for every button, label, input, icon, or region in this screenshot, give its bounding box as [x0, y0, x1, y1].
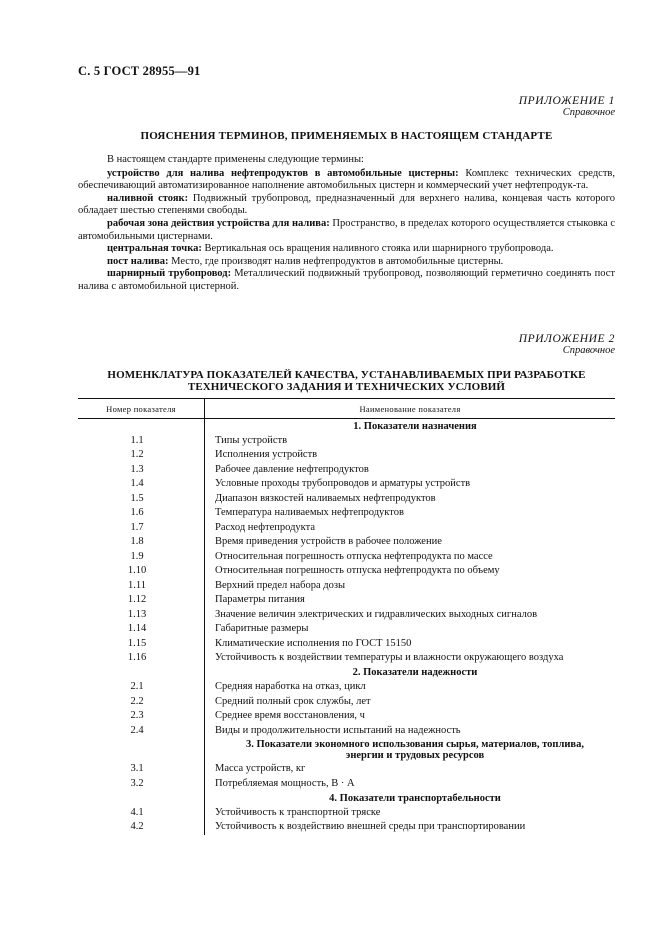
term-paragraph [78, 256, 615, 269]
section-title-cell [205, 791, 616, 806]
indicator-number: 3.2 [78, 777, 205, 792]
terms-section-title: ПОЯСНЕНИЯ ТЕРМИНОВ, ПРИМЕНЯЕМЫХ В НАСТОЯЩЕМ СТАНДАРТЕ [140, 130, 553, 142]
table-row [78, 709, 615, 724]
indicator-name: Климатические исполнения по ГОСТ 15150 [215, 637, 412, 649]
indicator-name: Устойчивость к воздействию внешней среды при транспортировании [215, 821, 526, 832]
term-definition: Комплекс технических средств, обеспечивающий автоматизированное наполнение автомобильных цистерн и коммерческий учет нефтепродук-та. [78, 167, 615, 192]
appendix-2-title: ПРИЛОЖЕНИЕ 2 [518, 333, 615, 345]
table-row [78, 680, 615, 695]
term-paragraph [78, 268, 615, 293]
section-title: 4. Показатели транспортабельности [329, 792, 501, 804]
table-row [78, 535, 615, 550]
table-body [78, 419, 615, 835]
appendix-1-label [519, 95, 615, 119]
indicator-number: 1.5 [78, 492, 205, 507]
indicator-number: 1.2 [78, 448, 205, 463]
indicator-name: Расход нефтепродукта [215, 521, 315, 533]
section-number-cell [78, 791, 205, 806]
term-paragraph [78, 193, 615, 218]
indicator-number: 1.9 [78, 550, 205, 565]
column-header-number: Номер показателя [78, 399, 205, 419]
indicator-number: 1.12 [78, 593, 205, 608]
indicator-number: 1.8 [78, 535, 205, 550]
indicator-number: 1.3 [78, 463, 205, 478]
term-paragraph [78, 168, 615, 193]
indicator-name: Диапазон вязкостей наливаемых нефтепродуктов [215, 492, 436, 504]
table-row [78, 550, 615, 565]
section-title-cell [205, 738, 616, 762]
indicator-name: Виды и продолжительности испытаний на надежность [215, 724, 461, 736]
indicator-number: 2.2 [78, 695, 205, 710]
indicator-name: Верхний предел набора дозы [215, 579, 346, 591]
table-row [78, 651, 615, 666]
table-row [78, 622, 615, 637]
table-section-row [78, 791, 615, 806]
nomenclature-section-title [78, 369, 615, 393]
indicator-name: Средний полный срок службы, лет [215, 695, 371, 707]
indicator-number: 1.4 [78, 477, 205, 492]
section-title: 2. Показатели надежности [352, 667, 478, 679]
term-definition: Вертикальная ось вращения наливного стояка или шарнирного трубопровода. [201, 243, 554, 255]
indicator-number: 1.7 [78, 521, 205, 536]
table-row [78, 777, 615, 792]
quality-indicators-table [78, 398, 615, 835]
term-definition: Подвижный трубопровод, предназначенный для верхнего налива, концевая часть которого обладает шестью степенями свободы. [78, 192, 615, 217]
table-row [78, 434, 615, 449]
appendix-1-title: ПРИЛОЖЕНИЕ 1 [518, 95, 615, 107]
table-section-row [78, 419, 615, 434]
table-header-row [78, 399, 615, 419]
indicator-number: 1.13 [78, 608, 205, 623]
indicator-name: Масса устройств, кг [215, 763, 306, 774]
section-title: 1. Показатели назначения [353, 420, 477, 432]
indicator-number: 1.10 [78, 564, 205, 579]
term-definition: Место, где производят налив нефтепродуктов в автомобильные цистерны. [168, 255, 504, 267]
section-number-cell [78, 419, 205, 434]
section-number-cell [78, 666, 205, 681]
table-row [78, 695, 615, 710]
table-row [78, 820, 615, 835]
indicator-name: Среднее время восстановления, ч [215, 710, 365, 721]
table-section-row [78, 738, 615, 762]
indicator-number: 2.3 [78, 709, 205, 724]
page-header: С. 5 ГОСТ 28955—91 [78, 64, 201, 78]
term-definition: Пространство, в пределах которого осуществляется стыковка с автомобильными цистернами. [78, 217, 615, 242]
indicator-number: 1.15 [78, 637, 205, 652]
indicator-name: Относительная погрешность отпуска нефтепродукта по объему [215, 565, 500, 576]
column-header-name: Наименование показателя [205, 399, 616, 419]
indicator-name: Исполнения устройств [215, 449, 318, 460]
indicator-number: 2.4 [78, 724, 205, 739]
term-name: устройство для налива нефтепродуктов в автомобильные цистерны: [107, 167, 459, 179]
table-row [78, 762, 615, 777]
table-row [78, 564, 615, 579]
nomenclature-title-line-2: ТЕХНИЧЕСКОГО ЗАДАНИЯ И ТЕХНИЧЕСКИХ УСЛОВИЙ [187, 381, 506, 393]
indicator-name: Параметры питания [215, 594, 305, 605]
indicator-number: 4.2 [78, 820, 205, 835]
indicator-number: 1.11 [78, 579, 205, 594]
term-definition: Металлический подвижный трубопровод, позволяющий герметично соединять пост налива с автомобильной цистерной. [78, 268, 615, 292]
table-row [78, 477, 615, 492]
table-row [78, 463, 615, 478]
indicator-number: 1.16 [78, 651, 205, 666]
indicator-name: Типы устройств [215, 434, 288, 446]
indicator-number: 4.1 [78, 806, 205, 821]
table-row [78, 637, 615, 652]
appendix-1-subtitle: Справочное [562, 107, 615, 118]
indicator-name: Время приведения устройств в рабочее положение [215, 536, 442, 547]
indicator-name: Устойчивость к воздействии температуры и влажности окружающего воздуха [215, 652, 564, 663]
table-row [78, 608, 615, 623]
section-title-continued: энергии и трудовых ресурсов [345, 750, 485, 761]
term-name: центральная точка: [107, 243, 202, 255]
table-section-row [78, 666, 615, 681]
term-paragraph [78, 243, 615, 256]
term-paragraph [78, 218, 615, 243]
section-title: 3. Показатели экономного использования сырья, материалов, топлива, [246, 739, 584, 750]
indicator-name: Температура наливаемых нефтепродуктов [215, 507, 404, 518]
table-row [78, 521, 615, 536]
appendix-2-label [519, 333, 615, 357]
section-title-cell [205, 666, 616, 681]
indicator-name: Условные проходы трубопроводов и арматуры устройств [215, 478, 471, 489]
table-row [78, 506, 615, 521]
term-name: наливной стояк: [107, 192, 189, 204]
term-name: пост налива: [107, 255, 169, 267]
table-row [78, 492, 615, 507]
term-name: рабочая зона действия устройства для налива: [107, 217, 330, 229]
table-row [78, 448, 615, 463]
table-row [78, 593, 615, 608]
table-row [78, 579, 615, 594]
indicator-name: Средняя наработка на отказ, цикл [215, 681, 366, 692]
indicator-name: Габаритные размеры [215, 623, 309, 634]
nomenclature-title-line-1: НОМЕНКЛАТУРА ПОКАЗАТЕЛЕЙ КАЧЕСТВА, УСТАНАВЛИВАЕМЫХ ПРИ РАЗРАБОТКЕ [107, 369, 586, 381]
indicator-name: Рабочее давление нефтепродуктов [215, 463, 369, 475]
indicator-number: 1.1 [78, 434, 205, 449]
indicator-name: Устойчивость к транспортной тряске [215, 806, 381, 818]
section-number-cell [78, 738, 205, 762]
indicator-number: 2.1 [78, 680, 205, 695]
term-name: шарнирный трубопровод: [107, 268, 232, 280]
indicator-number: 1.14 [78, 622, 205, 637]
indicator-name: Значение величин электрических и гидравлических выходных сигналов [215, 608, 538, 620]
terms-list [78, 154, 615, 294]
indicator-name: Потребляемая мощность, В · А [215, 777, 355, 789]
table-row [78, 806, 615, 821]
section-title-cell [205, 419, 616, 434]
indicator-number: 1.6 [78, 506, 205, 521]
table-row [78, 724, 615, 739]
terms-intro: В настоящем стандарте применены следующие термины: [107, 154, 364, 165]
appendix-2-subtitle: Справочное [562, 345, 615, 356]
indicator-number: 3.1 [78, 762, 205, 777]
indicator-name: Относительная погрешность отпуска нефтепродукта по массе [215, 550, 493, 562]
